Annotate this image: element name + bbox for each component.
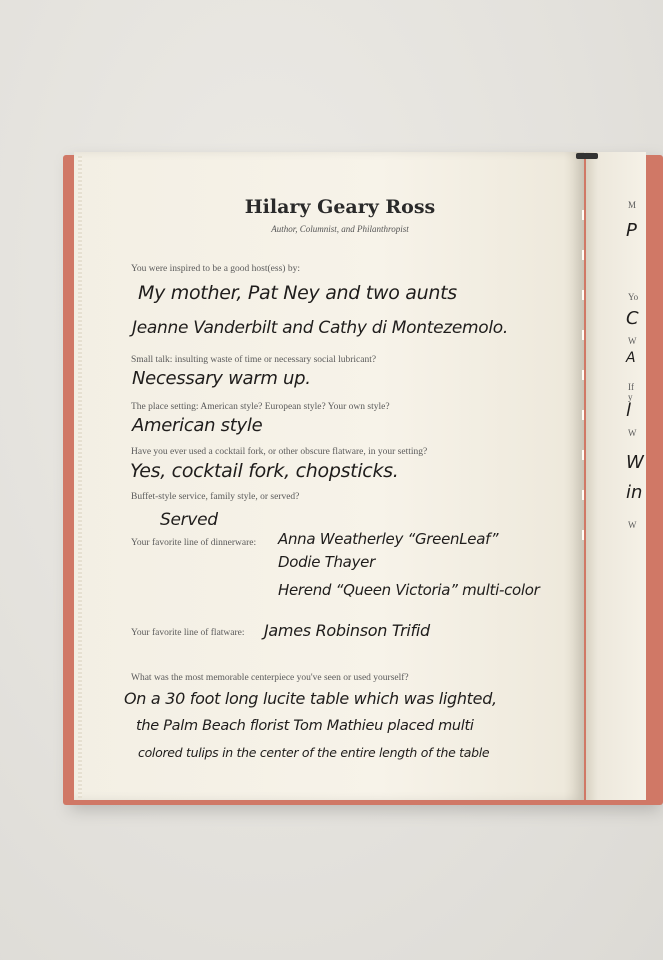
right-page (586, 152, 646, 800)
right-question: If y (628, 382, 634, 402)
right-answer: l (626, 400, 632, 421)
question-flatware: Your favorite line of flatware: (131, 628, 245, 638)
answer-inspired-line2: Jeanne Vanderbilt and Cathy di Montezemolo. (132, 318, 509, 338)
spine-stitch (582, 330, 584, 340)
right-answer: in (626, 482, 643, 503)
right-question: W (628, 520, 637, 530)
right-answer: W (626, 452, 644, 473)
answer-service: Served (160, 510, 218, 530)
spine-stitch (582, 250, 584, 260)
answer-centerpiece-line2: the Palm Beach florist Tom Mathieu placed multi (136, 718, 474, 734)
spine-stitch (582, 410, 584, 420)
answer-flatware: James Robinson Trifid (264, 621, 430, 640)
answer-obscure-flatware: Yes, cocktail fork, chopsticks. (130, 460, 399, 482)
answer-dinnerware-line3: Herend “Queen Victoria” multi-color (278, 581, 540, 599)
question-dinnerware: Your favorite line of dinnerware: (131, 538, 257, 548)
right-question: W (628, 336, 637, 346)
question-inspired: You were inspired to be a good host(ess) by: (131, 264, 300, 274)
question-place-setting: The place setting: American style? European style? Your own style? (131, 402, 390, 412)
answer-dinnerware-line2: Dodie Thayer (278, 553, 375, 571)
page-title: Hilary Geary Ross (244, 196, 436, 218)
right-answer: P (626, 220, 637, 241)
question-service: Buffet-style service, family style, or served? (131, 492, 300, 502)
spine-stitch (582, 450, 584, 460)
answer-place-setting: American style (132, 415, 263, 436)
right-question: Yo (628, 292, 639, 302)
answer-centerpiece-line1: On a 30 foot long lucite table which was lighted, (124, 689, 497, 708)
right-question: W (628, 428, 637, 438)
bookmark-ribbon (576, 153, 598, 159)
spine-stitch (582, 290, 584, 300)
spine-stitch (582, 210, 584, 220)
spine-stitch (582, 530, 584, 540)
right-question: M (628, 200, 637, 210)
spine-stitch (582, 490, 584, 500)
page-edge (78, 156, 82, 798)
question-centerpiece: What was the most memorable centerpiece you've seen or used yourself? (131, 673, 409, 683)
answer-small-talk: Necessary warm up. (132, 368, 311, 389)
question-small-talk: Small talk: insulting waste of time or necessary social lubricant? (131, 355, 377, 365)
spine-stitch (582, 370, 584, 380)
answer-centerpiece-line3: colored tulips in the center of the entire length of the table (138, 745, 490, 760)
answer-inspired-line1: My mother, Pat Ney and two aunts (138, 282, 457, 304)
right-answer: A (626, 350, 636, 366)
answer-dinnerware-line1: Anna Weatherley “GreenLeaf” (278, 530, 499, 548)
page-subtitle: Author, Columnist, and Philanthropist (271, 224, 409, 234)
question-obscure-flatware: Have you ever used a cocktail fork, or other obscure flatware, in your setting? (131, 447, 428, 457)
right-answer: C (626, 308, 639, 329)
